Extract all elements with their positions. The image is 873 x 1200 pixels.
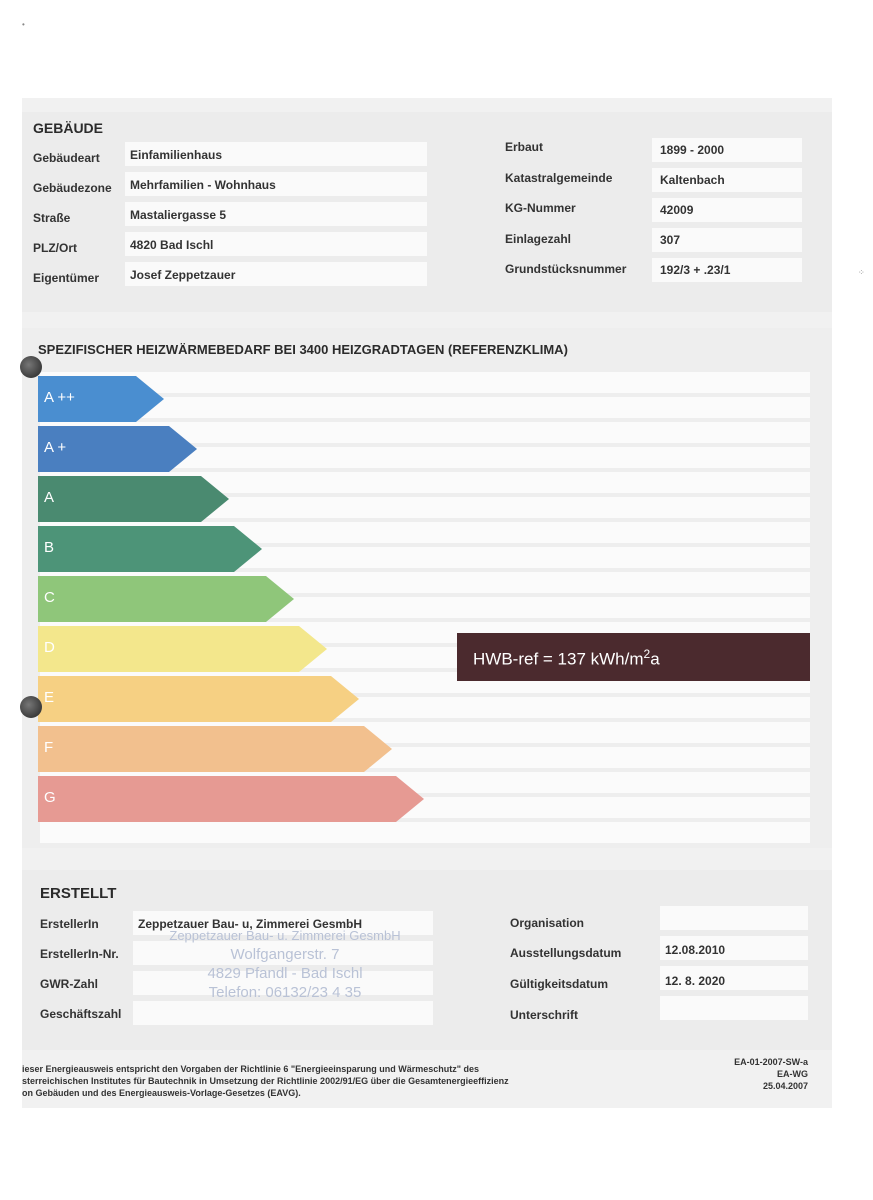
footer-line-1: ieser Energieausweis entspricht den Vorgaben der Richtlinie 6 "Energieeinsparung und Wärmeschutz" des [22,1064,479,1074]
energy-class-arrow-fill [38,676,359,722]
label-plz-ort: PLZ/Ort [33,241,77,255]
hwb-ref-value [473,647,660,670]
energy-class-arrow [38,726,392,772]
value-eigentuemer: Josef Zeppetzauer [130,268,236,282]
energy-class-arrow [38,626,327,672]
energy-class-arrow [38,526,262,572]
value-plz-ort: 4820 Bad Ischl [130,238,214,252]
value-gebaeudeart: Einfamilienhaus [130,148,223,162]
label-katastralgemeinde: Katastralgemeinde [505,171,613,185]
energy-class-arrow-shape [38,626,327,672]
energy-class-label: A + [44,439,67,456]
stamp-phone: Telefon: 06132/23 4 35 [208,984,362,1001]
energy-class-label: F [44,739,54,756]
label-grundstuecksnummer: Grundstücksnummer [505,262,627,276]
energy-class-label: B [44,539,55,556]
label-gueltigkeitsdatum: Gültigkeitsdatum [510,977,609,991]
energy-class-arrow-fill [38,576,294,622]
form-type: EA-WG [777,1069,808,1079]
hwb-ref-indicator [457,633,810,681]
energy-class-arrow [38,576,294,622]
energy-class-arrow-fill [38,476,229,522]
energy-class-label: A ++ [44,389,75,406]
punch-hole [20,696,42,718]
energy-class-label: D [44,639,55,656]
scan-speck: ⁘ [858,268,865,277]
hwb-ref-exponent: 2 [643,647,651,661]
footer-line-3: on Gebäuden und des Energieausweis-Vorlage-Gesetzes (EAVG). [22,1088,301,1098]
energy-class-arrow-fill [38,526,262,572]
label-unterschrift: Unterschrift [510,1008,579,1022]
label-gebaeudezone: Gebäudezone [33,181,112,195]
energy-class-arrow-shape [38,726,392,772]
label-gwr-zahl: GWR-Zahl [40,977,98,991]
value-ersteller: Zeppetzauer Bau- u, Zimmerei GesmbH [138,917,363,931]
form-code: EA-01-2007-SW-a [734,1057,808,1067]
label-strasse: Straße [33,211,71,225]
punch-hole [20,356,42,378]
value-strasse: Mastaliergasse 5 [130,208,227,222]
energy-class-arrow-shape [38,576,294,622]
label-gebaeudeart: Gebäudeart [33,151,100,165]
energy-class-label: G [44,789,56,806]
value-gueltigkeitsdatum: 12. 8. 2020 [665,974,726,988]
value-ausstellungsdatum: 12.08.2010 [665,943,726,957]
energy-class-arrow-fill [38,626,327,672]
label-einlagezahl: Einlagezahl [505,232,572,246]
label-ausstellungsdatum: Ausstellungsdatum [510,946,622,960]
energy-class-arrow-fill [38,726,392,772]
energy-class-arrow-shape [38,676,359,722]
label-erbaut: Erbaut [505,140,544,154]
energy-class-arrow [38,376,164,422]
stamp-company: Zeppetzauer Bau- u. Zimmerei GesmbH [169,928,401,943]
value-katastralgemeinde: Kaltenbach [660,173,725,187]
label-ersteller: ErstellerIn [40,917,99,931]
footer-line-2: sterreichischen Institutes für Bautechnik in Umsetzung der Richtlinie 2002/91/EG über die Gesamtenergieeffizienz [22,1076,509,1086]
value-cell [660,996,808,1020]
hwb-ref-text: HWB-ref = 137 kWh/m [473,649,644,669]
value-gebaeudezone: Mehrfamilien - Wohnhaus [130,178,276,192]
created-heading: ERSTELLT [40,885,117,902]
building-heading: GEBÄUDE [33,120,104,136]
energy-class-label: E [44,689,55,706]
label-eigentuemer: Eigentümer [33,271,100,285]
energy-class-arrow-shape [38,476,229,522]
value-kg-nummer: 42009 [660,203,694,217]
energy-class-arrow [38,476,229,522]
label-ersteller-nr: ErstellerIn-Nr. [40,947,119,961]
label-organisation: Organisation [510,916,585,930]
energy-heading: SPEZIFISCHER HEIZWÄRMEBEDARF BEI 3400 HEIZGRADTAGEN (REFERENZKLIMA) [38,342,568,357]
value-cell [660,906,808,930]
label-kg-nummer: KG-Nummer [505,201,576,215]
energy-class-arrow [38,426,197,472]
label-geschaeftszahl: Geschäftszahl [40,1007,122,1021]
stamp-city: 4829 Pfandl - Bad Ischl [207,965,363,982]
energy-class-label: A [44,489,55,506]
form-date: 25.04.2007 [762,1081,808,1091]
stamp-street: Wolfgangerstr. 7 [230,946,340,963]
energy-class-arrow-shape [38,776,424,822]
value-grundstuecksnummer: 192/3 + .23/1 [660,263,731,277]
energy-class-arrow [38,676,359,722]
scan-speck: • [22,20,25,29]
stripe [40,822,810,843]
value-cell [133,1001,433,1025]
value-einlagezahl: 307 [660,233,681,247]
energy-class-arrow-fill [38,776,424,822]
value-erbaut: 1899 - 2000 [660,143,725,157]
hwb-ref-unit-suffix: a [650,649,660,669]
energy-class-arrow-shape [38,526,262,572]
energy-class-arrow [38,776,424,822]
energy-class-label: C [44,589,55,606]
